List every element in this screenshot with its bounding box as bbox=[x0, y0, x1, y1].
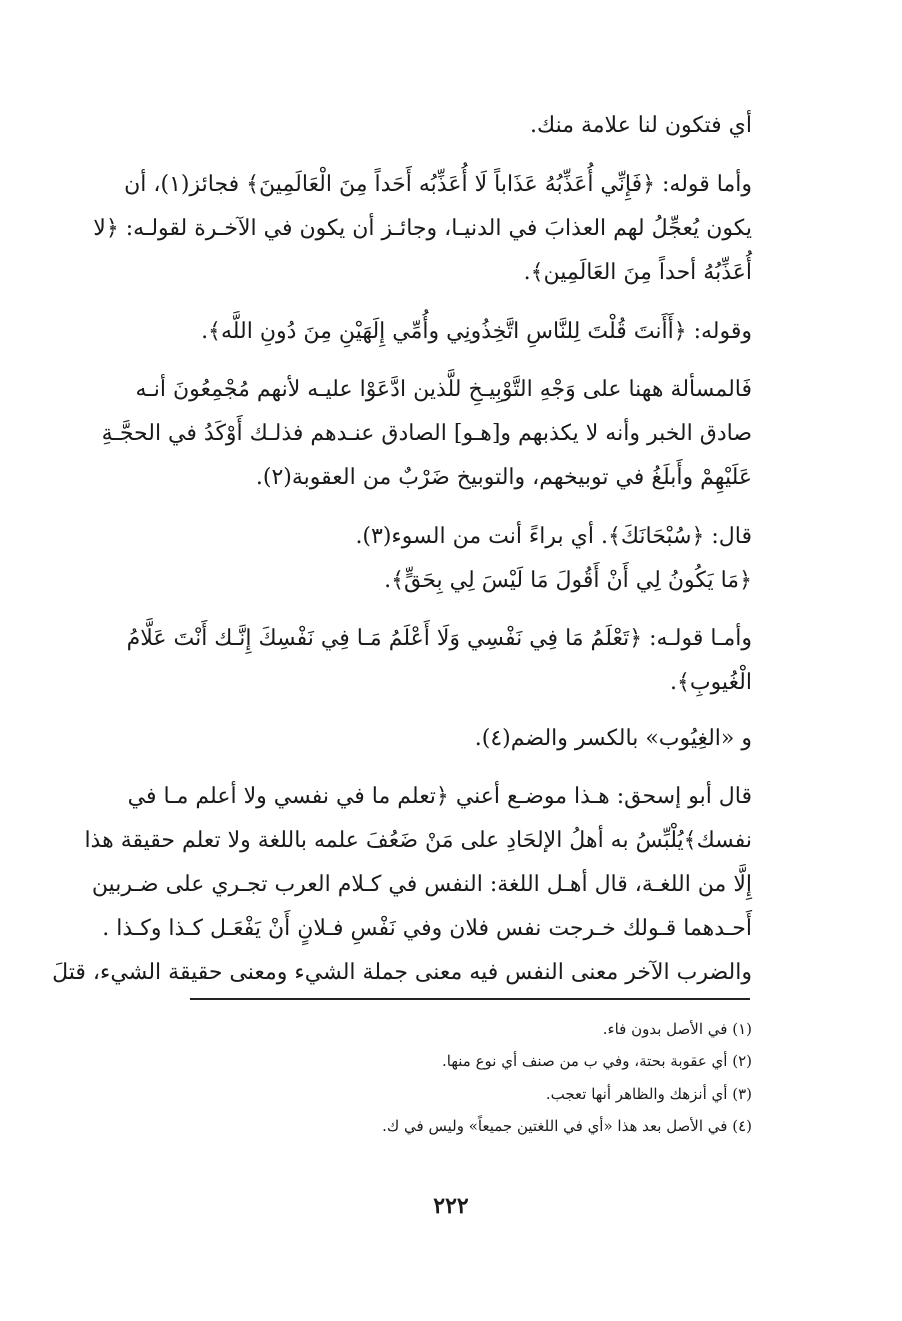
paragraph-line: ﴿مَا يَكُونُ لِي أَنْ أَقُولَ مَا لَيْسَ لِي بِحَقٍّ﴾. bbox=[384, 568, 752, 593]
paragraph-line: فَالمسألة ههنا على وَجْهِ التَّوْبِيـخِ للَّذين ادَّعَوْا عليـه لأنهم مُجْمِعُونَ أنـه bbox=[135, 377, 752, 402]
footnote: (١) في الأصل بدون فاء. bbox=[602, 1020, 752, 1038]
paragraph-line: صادق الخبر وأنه لا يكذبهم و[هـو] الصادق عنـدهم فذلـك أَوْكَدُ في الحجَّـةِ bbox=[101, 421, 752, 446]
paragraph-line: قال: ﴿سُبْحَانَكَ﴾. أي براءً أنت من السوء(٣). bbox=[355, 524, 752, 549]
paragraph-line: وقوله: ﴿أَأَنتَ قُلْتَ لِلنَّاسِ اتَّخِذُونِي وأُمِّي إِلَهَيْنِ مِنَ دُونِ اللَّه﴾. bbox=[201, 319, 752, 344]
paragraph-line: إِلَّا من اللغـة، قال أهـل اللغة: النفس في كـلام العرب تجـري على ضـربين bbox=[91, 872, 752, 897]
paragraph-line: وأما قوله: ﴿فَإِنِّي أُعَذِّبُهُ عَذَاباً لَا أُعَذِّبُه أَحَداً مِنَ الْعَالَمِينَ﴾ فجائز(١)، أن bbox=[124, 172, 752, 197]
page-number: ٢٢٢ bbox=[433, 1193, 469, 1219]
paragraph-line: أي فتكون لنا علامة منك. bbox=[530, 113, 752, 138]
paragraph-line: الْغُيوبِ﴾. bbox=[669, 670, 752, 695]
paragraph-line: و «الغِيُوب» بالكسر والضم(٤). bbox=[474, 726, 752, 751]
footnote: (٢) أي عقوبة بحتة، وفي ب من صنف أي نوع منها. bbox=[441, 1052, 752, 1070]
paragraph-line: أُعَذِّبُهُ أحداً مِنَ العَالَمِين﴾. bbox=[523, 260, 752, 285]
paragraph-line: عَلَيْهِمْ وأَبلَغُ في توبيخهم، والتوبيخ ضَرْبٌ من العقوبة(٢). bbox=[255, 465, 752, 490]
footnote: (٣) أي أنزهك والظاهر أنها تعجب. bbox=[545, 1085, 752, 1103]
paragraph-line: نفسك﴾يُلْبِّسُ به أهلُ الإلحَادِ على مَنْ ضَعُفَ علمه باللغة ولا تعلم حقيقة هذا bbox=[84, 828, 752, 853]
paragraph-line: والضرب الآخر معنى النفس فيه معنى جملة الشيء ومعنى حقيقة الشيء، قتلَ bbox=[52, 960, 752, 985]
paragraph-line: يكون يُعجِّلُ لهم العذابَ في الدنيـا، وجائـز أن يكون في الآخـرة لقولـه: ﴿لا bbox=[93, 216, 752, 241]
paragraph-line: قال أبو إسحق: هـذا موضـع أعني ﴿تعلم ما في نفسي ولا أعلم مـا في bbox=[127, 784, 752, 809]
paragraph-line: أَحـدهما قـولك خـرجت نفس فلان وفي نَفْسِ فـلانٍ أَنْ يَفْعَـل كـذا وكـذا . bbox=[102, 916, 752, 941]
footnote-divider bbox=[190, 998, 750, 1000]
paragraph-line: وأمـا قولـه: ﴿تَعْلَمُ مَا فِي نَفْسِي وَلَا أَعْلَمُ مَـا فِي نَفْسِكَ إِنَّـك أَنْتَ عَلَّامُ bbox=[126, 626, 752, 651]
footnote: (٤) في الأصل بعد هذا «أي في اللغتين جميعاً» وليس في ك. bbox=[382, 1117, 752, 1135]
